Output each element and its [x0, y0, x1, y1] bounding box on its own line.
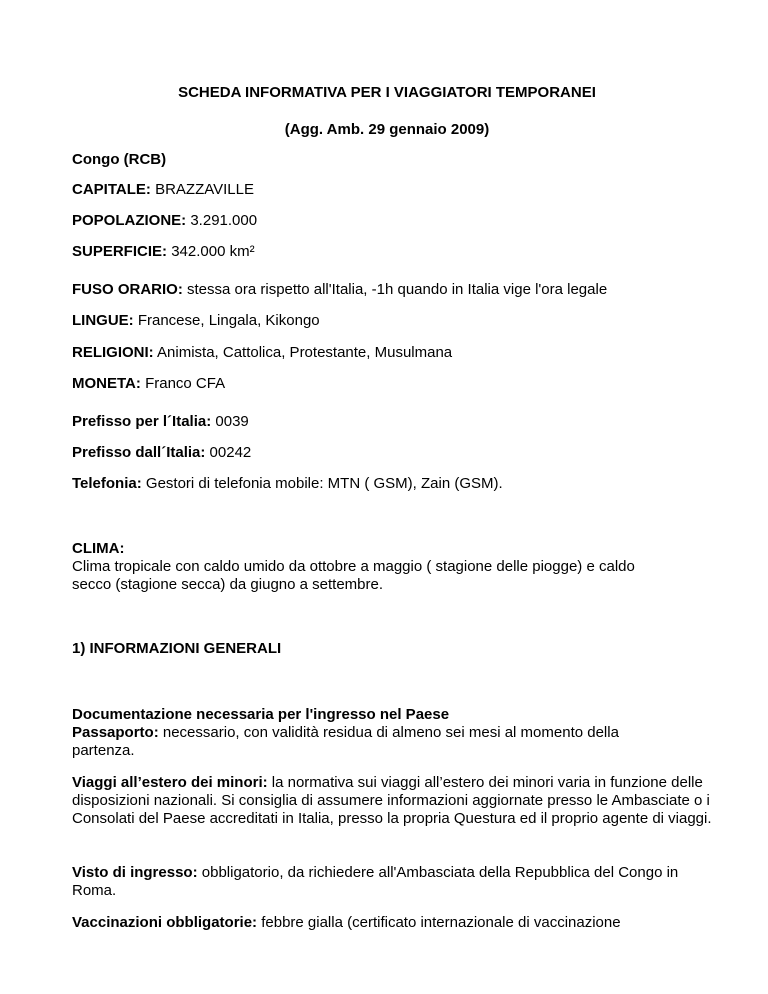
passaporto-text: necessario, con validità residua di almeno sei mesi al momento della partenza.: [72, 724, 619, 759]
passaporto-label: Passaporto:: [72, 724, 159, 741]
section-heading-informazioni-generali: 1) INFORMAZIONI GENERALI: [72, 640, 282, 657]
vaccinazioni-label: Vaccinazioni obbligatorie:: [72, 914, 258, 931]
vaccinazioni-section: [72, 914, 712, 932]
fact-religioni: RELIGIONI: Animista, Cattolica, Protestante, Musulmana: [72, 344, 453, 361]
minori-label: Viaggi all’estero dei minori:: [72, 774, 268, 791]
fact-prefisso-per-italia: Prefisso per l´Italia: 0039: [72, 413, 249, 430]
minori-section: [72, 774, 712, 828]
visto-text: obbligatorio, da richiedere all'Ambasciata della Repubblica del Congo in Roma.: [72, 864, 679, 899]
fact-fuso-orario: FUSO ORARIO: stessa ora rispetto all'Italia, -1h quando in Italia vige l'ora legale: [72, 281, 608, 298]
documentazione-heading: Documentazione necessaria per l'ingresso nel Paese: [72, 706, 450, 723]
vaccinazioni-text: febbre gialla (certificato internazionale di vaccinazione: [261, 914, 621, 931]
clima-text: Clima tropicale con caldo umido da ottobre a maggio ( stagione delle piogge) e caldo secco (stagione secca) da giugno a settembre.: [72, 558, 635, 593]
fact-lingue: LINGUE: Francese, Lingala, Kikongo: [72, 312, 320, 329]
fact-superficie: SUPERFICIE: 342.000 km²: [72, 243, 255, 260]
country-name: Congo (RCB): [72, 151, 167, 168]
fact-capitale: CAPITALE: BRAZZAVILLE: [72, 181, 254, 198]
documentazione-section: [72, 706, 672, 760]
fact-moneta: MONETA: Franco CFA: [72, 375, 226, 392]
visto-label: Visto di ingresso:: [72, 864, 198, 881]
fact-popolazione: POPOLAZIONE: 3.291.000: [72, 212, 258, 229]
fact-prefisso-dall-italia: Prefisso dall´Italia: 00242: [72, 444, 252, 461]
clima-heading: CLIMA:: [72, 540, 125, 557]
visto-section: [72, 864, 712, 900]
clima-section: [72, 540, 672, 594]
document-title: SCHEDA INFORMATIVA PER I VIAGGIATORI TEMPORANEI: [178, 84, 596, 101]
document-subtitle: (Agg. Amb. 29 gennaio 2009): [284, 121, 490, 138]
fact-telefonia: Telefonia: Gestori di telefonia mobile: MTN ( GSM), Zain (GSM).: [72, 475, 503, 492]
minori-text: la normativa sui viaggi all’estero dei minori varia in funzione delle disposizioni nazionali. Si consiglia di assumere informazioni aggiornate presso le Ambasciate o i Consolati del Paese accreditati in Italia, presso la propria Questura ed il proprio agente di viaggi.: [72, 774, 712, 827]
